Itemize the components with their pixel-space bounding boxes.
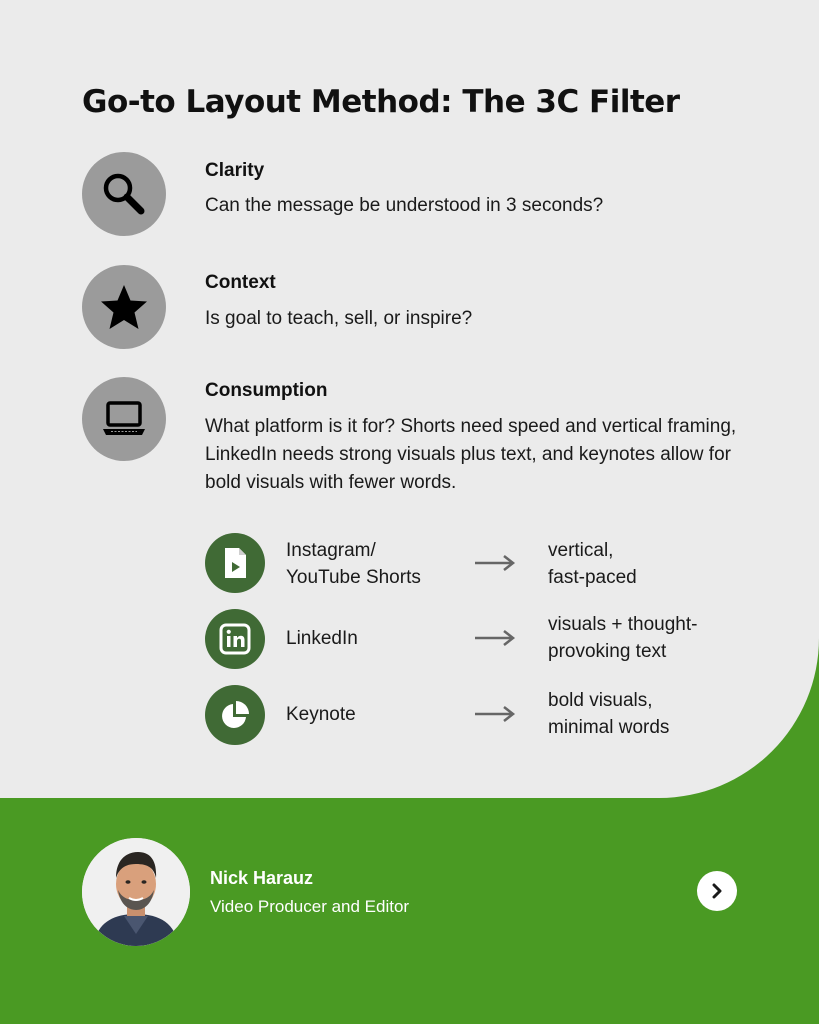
platform-name-line1: LinkedIn: [286, 628, 358, 649]
item-title-context: Context: [205, 272, 276, 293]
item-title-clarity: Clarity: [205, 160, 265, 181]
magnifier-icon: [82, 152, 166, 236]
item-title-consumption: Consumption: [205, 380, 328, 401]
platform-result-line1: vertical,: [548, 540, 614, 561]
platform-result-line1: visuals + thought-: [548, 614, 698, 635]
platform-result-linkedin: [548, 611, 748, 665]
title-prefix: Go-to Layout Method:: [82, 84, 463, 120]
laptop-icon: [82, 377, 166, 461]
platform-result-line1: bold visuals,: [548, 690, 653, 711]
platform-result-instagram: [548, 537, 748, 591]
platform-name-line2: YouTube Shorts: [286, 567, 421, 588]
platform-name-line1: Instagram/: [286, 540, 376, 561]
pie-chart-icon: [205, 685, 265, 745]
title-highlight-text: The 3C Filter: [462, 84, 680, 120]
item-desc-context: Is goal to teach, sell, or inspire?: [205, 308, 473, 329]
avatar: [82, 838, 190, 946]
arrow-right-icon: [474, 628, 516, 648]
star-icon: [82, 265, 166, 349]
author-role: Video Producer and Editor: [210, 897, 410, 916]
platform-result-line2: fast-paced: [548, 567, 637, 588]
next-button[interactable]: [697, 871, 737, 911]
author-name: Nick Harauz: [210, 868, 314, 888]
chevron-right-icon: [707, 881, 727, 901]
item-desc-clarity: Can the message be understood in 3 seconds?: [205, 195, 604, 216]
video-file-icon: [205, 533, 265, 593]
platform-result-keynote: [548, 687, 748, 741]
linkedin-icon: [205, 609, 265, 669]
platform-name-line1: Keynote: [286, 704, 356, 725]
platform-name-linkedin: [286, 625, 466, 652]
arrow-right-icon: [474, 704, 516, 724]
item-desc-consumption: What platform is it for? Shorts need speed and vertical framing, LinkedIn needs strong visuals plus text, and keynotes allow for bold visuals with fewer words.: [205, 416, 737, 493]
platform-result-line2: provoking text: [548, 641, 667, 662]
platform-name-instagram: [286, 537, 466, 591]
page-title: [82, 84, 680, 120]
title-highlight: [462, 84, 679, 120]
platform-name-keynote: [286, 701, 466, 728]
arrow-right-icon: [474, 553, 516, 573]
platform-result-line2: minimal words: [548, 717, 670, 738]
